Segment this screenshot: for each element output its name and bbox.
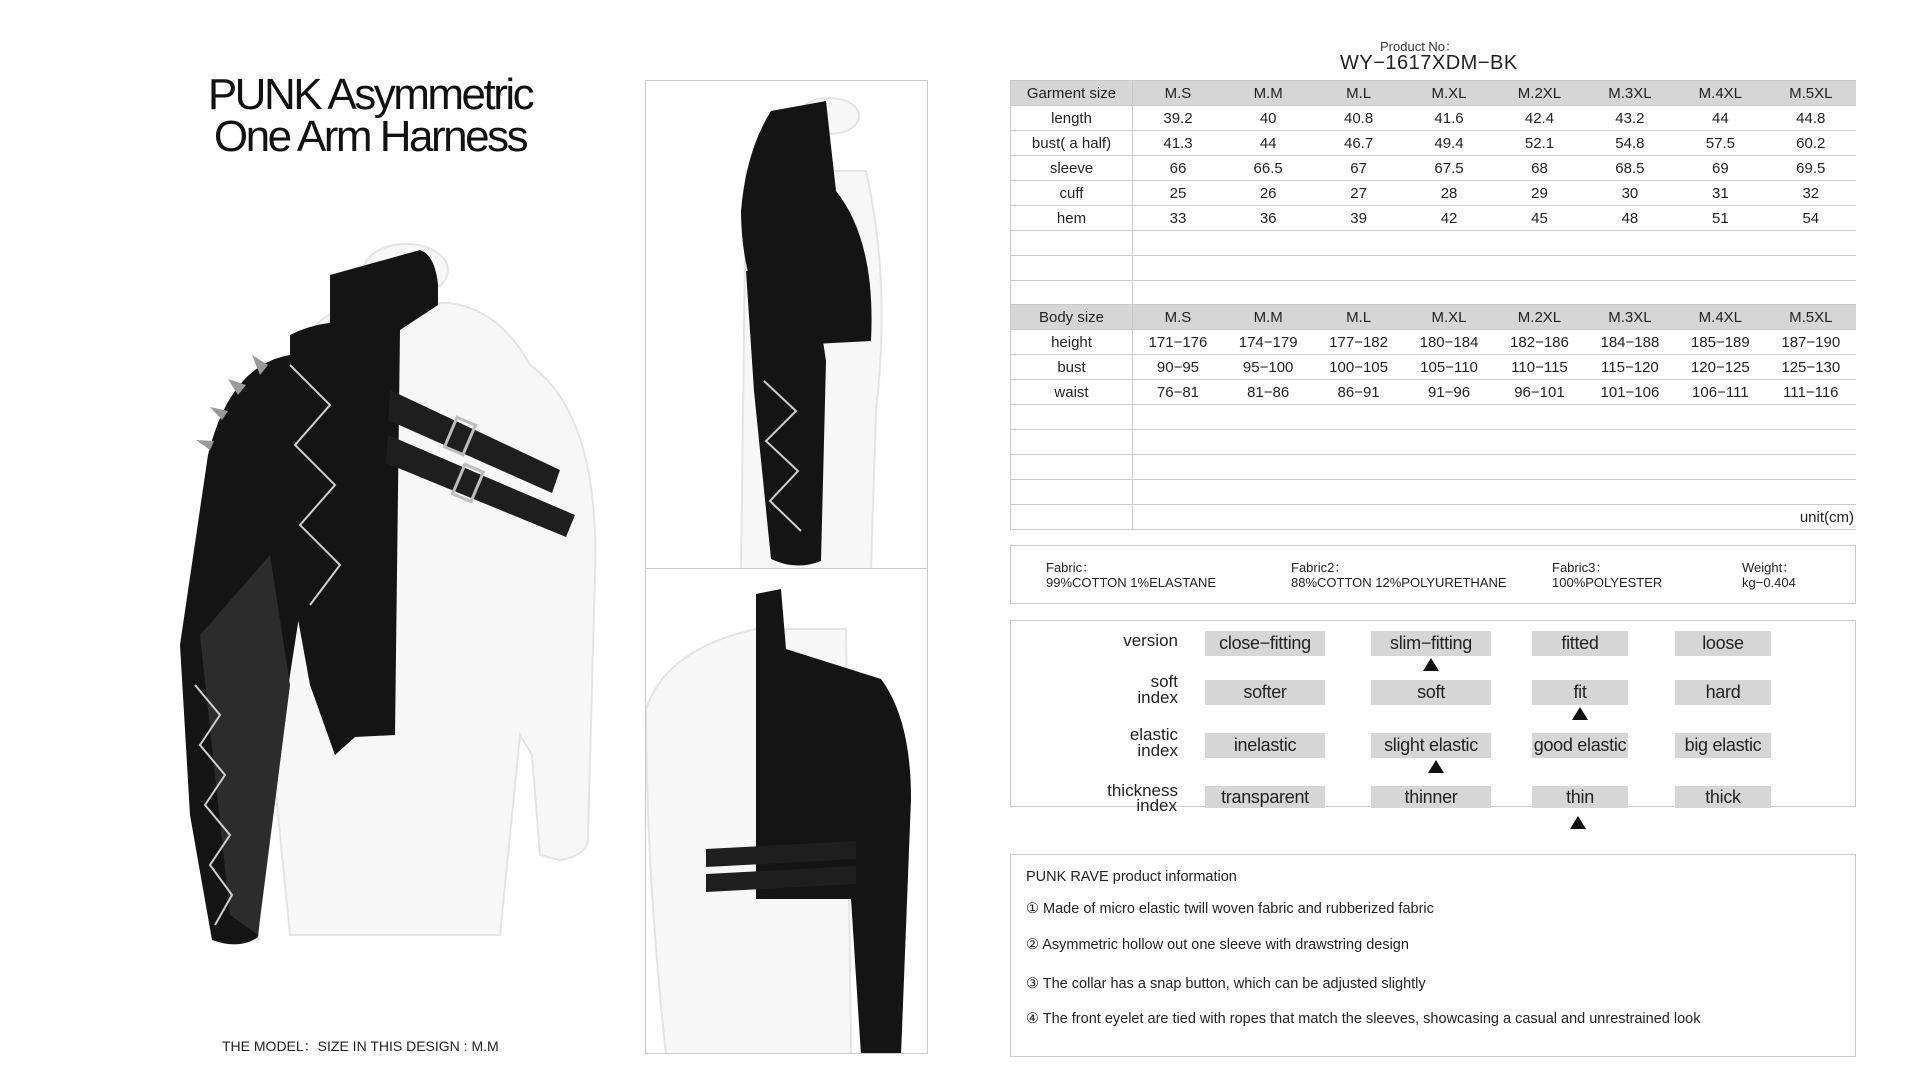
body-size-table: [1010, 304, 1856, 530]
size-header: M.XL: [1404, 81, 1494, 106]
size-header: M.L: [1313, 305, 1403, 330]
fabric-1-label: Fabric：: [1046, 560, 1096, 575]
fabric-3-label: Fabric3：: [1552, 560, 1609, 575]
info-item: ① Made of micro elastic twill woven fabric and rubberized fabric: [1026, 901, 1434, 917]
empty-row: [1011, 281, 1857, 306]
elastic-option: good elastic: [1532, 733, 1628, 758]
thickness-option: thick: [1675, 786, 1771, 808]
table-cell: 26: [1223, 181, 1313, 206]
table-cell: 27: [1313, 181, 1403, 206]
table-cell: 40: [1223, 106, 1313, 131]
weight-value: kg−0.404: [1742, 575, 1796, 590]
table-cell: 182−186: [1494, 330, 1584, 355]
product-title: [180, 70, 560, 161]
row-label: length: [1011, 106, 1133, 131]
row-label: sleeve: [1011, 156, 1133, 181]
side-view-photo: [645, 80, 928, 569]
back-view-photo: [645, 568, 928, 1054]
table-cell: 120−125: [1675, 355, 1765, 380]
triangle-marker-icon: [1428, 760, 1444, 773]
info-item: ③ The collar has a snap button, which can be adjusted slightly: [1026, 976, 1426, 992]
soft-option: hard: [1675, 680, 1771, 705]
table-cell: 90−95: [1133, 355, 1223, 380]
product-number: WY−1617XDM−BK: [1340, 52, 1518, 74]
size-header: M.4XL: [1675, 305, 1765, 330]
table-cell: 106−111: [1675, 380, 1765, 405]
row-label: bust: [1011, 355, 1133, 380]
info-title: PUNK RAVE product information: [1026, 869, 1237, 885]
fit-index-panel: [1010, 620, 1856, 807]
table-cell: 110−115: [1494, 355, 1584, 380]
table-cell: 49.4: [1404, 131, 1494, 156]
size-header: M.M: [1223, 81, 1313, 106]
table-cell: 180−184: [1404, 330, 1494, 355]
info-item: ④ The front eyelet are tied with ropes that match the sleeves, showcasing a casual and unrestrained look: [1026, 1011, 1701, 1027]
table-cell: 57.5: [1675, 131, 1765, 156]
table-cell: 54: [1766, 206, 1856, 231]
fabric-info: [1010, 545, 1856, 604]
table-cell: 29: [1494, 181, 1584, 206]
table-row: [1011, 106, 1857, 131]
table-cell: 68.5: [1585, 156, 1675, 181]
fabric-3: [1552, 560, 1662, 590]
table-header-row: [1011, 81, 1857, 106]
size-header: M.2XL: [1494, 305, 1584, 330]
table-cell: 111−116: [1766, 380, 1856, 405]
fabric-2: [1291, 560, 1507, 590]
size-header: M.3XL: [1585, 81, 1675, 106]
table-cell: 95−100: [1223, 355, 1313, 380]
table-cell: 39.2: [1133, 106, 1223, 131]
table-cell: 25: [1133, 181, 1223, 206]
fabric-1-value: 99%COTTON 1%ELASTANE: [1046, 575, 1217, 590]
table-cell: 171−176: [1133, 330, 1223, 355]
table-cell: 96−101: [1494, 380, 1584, 405]
size-header: M.5XL: [1766, 305, 1856, 330]
thickness-index-label-2: index: [1136, 796, 1177, 815]
row-label: bust( a half): [1011, 131, 1133, 156]
table-cell: 52.1: [1494, 131, 1584, 156]
soft-option: softer: [1205, 680, 1325, 705]
version-option: loose: [1675, 631, 1771, 656]
table-cell: 177−182: [1313, 330, 1403, 355]
size-header: M.S: [1133, 81, 1223, 106]
table-cell: 91−96: [1404, 380, 1494, 405]
unit-row: [1011, 505, 1857, 530]
elastic-option: big elastic: [1675, 733, 1771, 758]
soft-index-label: soft index: [1137, 672, 1178, 707]
table-row: [1011, 206, 1857, 231]
table-row: [1011, 355, 1857, 380]
fabric-1: [1046, 560, 1216, 590]
table-cell: 30: [1585, 181, 1675, 206]
table-cell: 32: [1766, 181, 1856, 206]
row-label: hem: [1011, 206, 1133, 231]
table-cell: 45: [1494, 206, 1584, 231]
table-cell: 41.6: [1404, 106, 1494, 131]
size-header: M.5XL: [1766, 81, 1856, 106]
elastic-index-label: elastic index: [1129, 725, 1178, 760]
elastic-option: slight elastic: [1371, 733, 1491, 758]
table-cell: 33: [1133, 206, 1223, 231]
table-row: [1011, 181, 1857, 206]
table-cell: 60.2: [1766, 131, 1856, 156]
product-information: [1010, 854, 1856, 1057]
table-cell: 115−120: [1585, 355, 1675, 380]
table-cell: 42: [1404, 206, 1494, 231]
table-cell: 42.4: [1494, 106, 1584, 131]
table-cell: 76−81: [1133, 380, 1223, 405]
row-label: cuff: [1011, 181, 1133, 206]
table-cell: 36: [1223, 206, 1313, 231]
model-size-note: THE MODEL：SIZE IN THIS DESIGN : M.M: [222, 1038, 499, 1054]
table-cell: 54.8: [1585, 131, 1675, 156]
table-cell: 46.7: [1313, 131, 1403, 156]
table-cell: 28: [1404, 181, 1494, 206]
table-cell: 174−179: [1223, 330, 1313, 355]
table-cell: 105−110: [1404, 355, 1494, 380]
weight: [1742, 560, 1796, 590]
fabric-2-value: 88%COTTON 12%POLYURETHANE: [1291, 575, 1507, 590]
triangle-marker-icon: [1572, 707, 1588, 720]
fabric-2-label: Fabric2：: [1291, 560, 1348, 575]
size-header: M.3XL: [1585, 305, 1675, 330]
empty-row: [1011, 231, 1857, 256]
product-number-label: Product No：: [1380, 39, 1459, 54]
table-cell: 66.5: [1223, 156, 1313, 181]
table-cell: 185−189: [1675, 330, 1765, 355]
table-cell: 86−91: [1313, 380, 1403, 405]
row-label: waist: [1011, 380, 1133, 405]
size-header: M.4XL: [1675, 81, 1765, 106]
empty-row: [1011, 455, 1857, 480]
table-cell: 69: [1675, 156, 1765, 181]
table-cell: 67.5: [1404, 156, 1494, 181]
size-header: M.M: [1223, 305, 1313, 330]
table-cell: 41.3: [1133, 131, 1223, 156]
table-cell: 51: [1675, 206, 1765, 231]
thickness-option: thin: [1532, 786, 1628, 808]
size-header: M.2XL: [1494, 81, 1584, 106]
title-line-2: One Arm Harness: [213, 112, 527, 161]
empty-row: [1011, 480, 1857, 505]
size-header: M.L: [1313, 81, 1403, 106]
elastic-option: inelastic: [1205, 733, 1325, 758]
table-cell: 44: [1675, 106, 1765, 131]
table-cell: 81−86: [1223, 380, 1313, 405]
table-cell: 69.5: [1766, 156, 1856, 181]
table-row: [1011, 380, 1857, 405]
size-header: M.S: [1133, 305, 1223, 330]
table-row: [1011, 330, 1857, 355]
table-cell: 48: [1585, 206, 1675, 231]
table-cell: 66: [1133, 156, 1223, 181]
title-line-1: PUNK Asymmetric: [207, 70, 533, 119]
soft-option: fit: [1532, 680, 1628, 705]
soft-option: soft: [1371, 680, 1491, 705]
weight-label: Weight：: [1742, 560, 1796, 575]
empty-row: [1011, 256, 1857, 281]
thickness-option: transparent: [1205, 786, 1325, 808]
row-label: Garment size: [1011, 81, 1133, 106]
table-row: [1011, 156, 1857, 181]
table-cell: 101−106: [1585, 380, 1675, 405]
table-cell: 125−130: [1766, 355, 1856, 380]
triangle-marker-icon: [1570, 816, 1586, 829]
table-row: [1011, 131, 1857, 156]
info-item: ② Asymmetric hollow out one sleeve with drawstring design: [1026, 937, 1409, 953]
table-cell: 31: [1675, 181, 1765, 206]
hero-front-photo: [120, 215, 630, 1005]
row-label: Body size: [1011, 305, 1133, 330]
row-label: height: [1011, 330, 1133, 355]
version-option: close−fitting: [1205, 631, 1325, 656]
table-cell: 187−190: [1766, 330, 1856, 355]
empty-row: [1011, 430, 1857, 455]
fabric-3-value: 100%POLYESTER: [1552, 575, 1663, 590]
triangle-marker-icon: [1423, 658, 1439, 671]
garment-size-table: [1010, 80, 1856, 306]
table-cell: 44: [1223, 131, 1313, 156]
thickness-option: thinner: [1371, 786, 1491, 808]
empty-row: [1011, 405, 1857, 430]
table-header-row: [1011, 305, 1857, 330]
unit-label: unit(cm): [1133, 505, 1857, 530]
table-cell: 44.8: [1766, 106, 1856, 131]
thickness-index-label: thickness: [1107, 781, 1178, 800]
version-label: version: [1123, 631, 1178, 650]
table-cell: 100−105: [1313, 355, 1403, 380]
table-cell: 39: [1313, 206, 1403, 231]
table-cell: 68: [1494, 156, 1584, 181]
version-option: slim−fitting: [1371, 631, 1491, 656]
table-cell: 40.8: [1313, 106, 1403, 131]
table-cell: 67: [1313, 156, 1403, 181]
version-option: fitted: [1532, 631, 1628, 656]
size-header: M.XL: [1404, 305, 1494, 330]
table-cell: 43.2: [1585, 106, 1675, 131]
table-cell: 184−188: [1585, 330, 1675, 355]
